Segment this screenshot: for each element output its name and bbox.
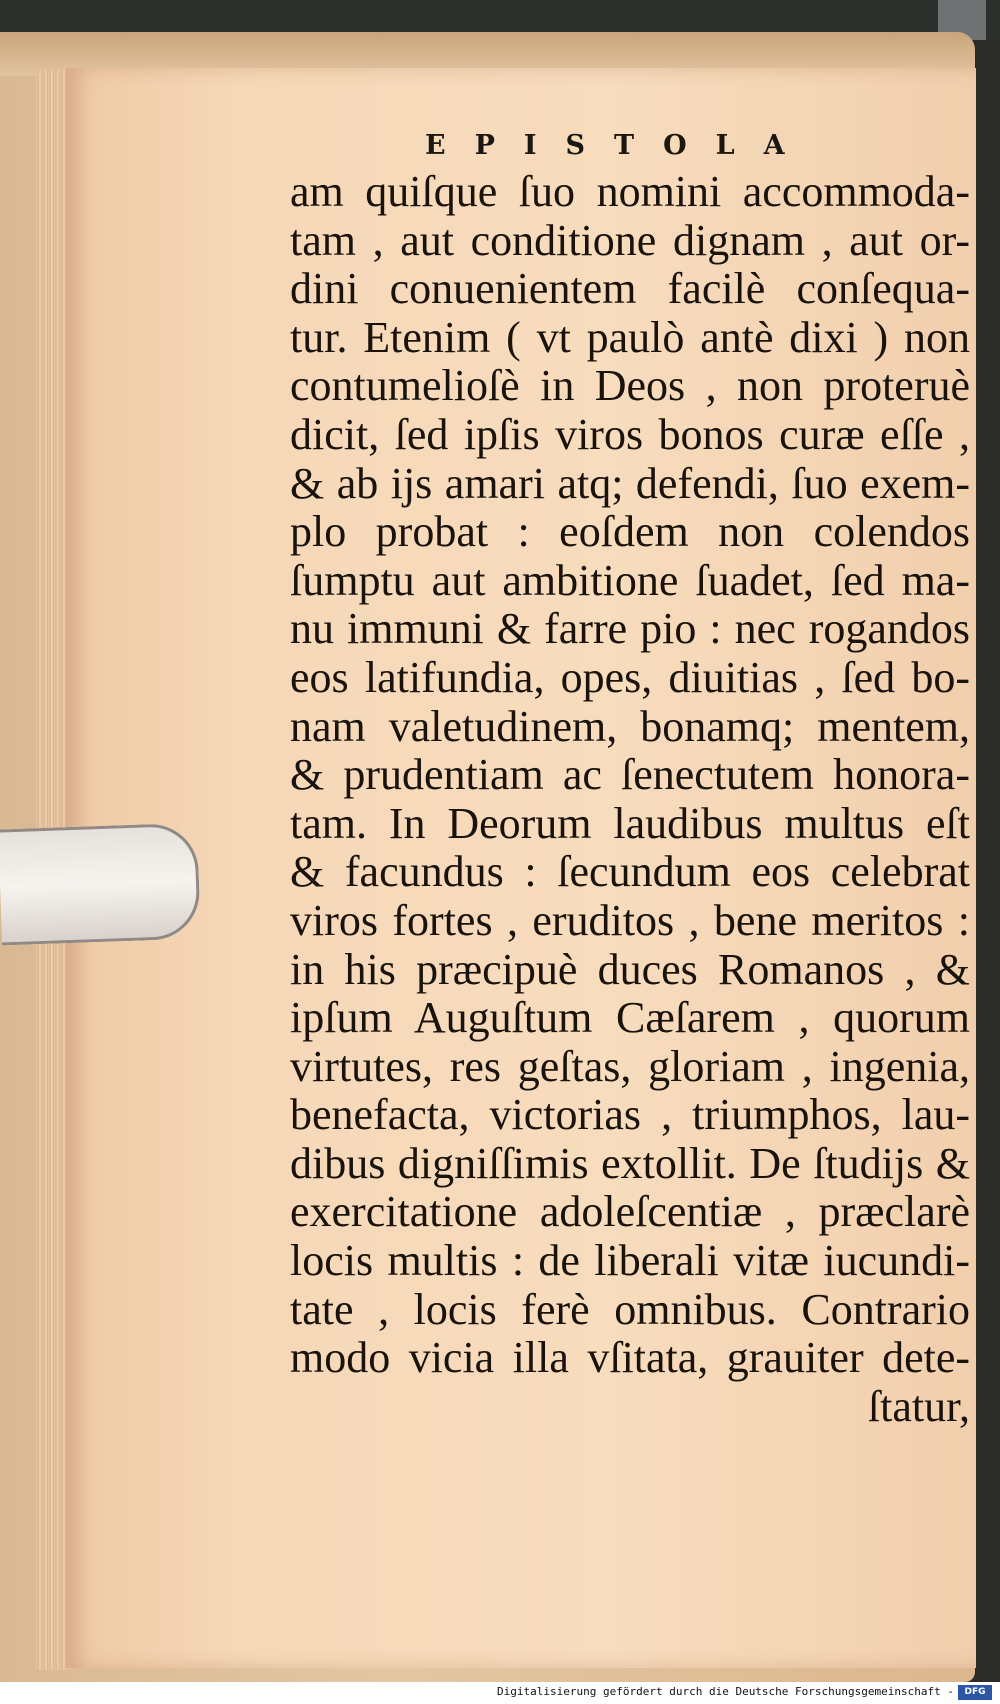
- footer-credit: Digitalisierung gefördert durch die Deutsche Forschungsgemeinschaft -: [497, 1685, 954, 1698]
- text-line: & prudentiam ac ſenectutem honora-: [290, 750, 970, 800]
- text-line: locis multis : de liberali vitæ iucundi-: [290, 1236, 970, 1286]
- running-head: EPISTOLA: [425, 130, 814, 161]
- footer-bar: [0, 1682, 1000, 1704]
- text-line: exercitatione adoleſcentiæ , præclarè: [290, 1187, 970, 1237]
- text-line: dini conuenientem facilè conſequa-: [290, 264, 970, 314]
- dfg-logo: DFG: [958, 1685, 992, 1700]
- text-line: modo vicia illa vſitata, grauiter dete-: [290, 1333, 970, 1383]
- text-line: virtutes, res geſtas, gloriam , ingenia,: [290, 1041, 970, 1091]
- text-line: & facundus : ſecundum eos celebrat: [290, 847, 970, 897]
- text-line: plo probat : eoſdem non colendos: [290, 507, 970, 557]
- text-line: in his præcipuè duces Romanos , &: [290, 944, 970, 994]
- text-line: viros fortes , eruditos , bene meritos :: [290, 895, 970, 945]
- text-line: nam valetudinem, bonamq; mentem,: [290, 701, 970, 751]
- body-text: [290, 168, 970, 1431]
- text-line: benefacta, victorias , triumphos, lau-: [290, 1090, 970, 1140]
- text-line: contumelioſè in Deos , non proteruè: [290, 361, 970, 411]
- text-line: am quiſque ſuo nomini accommoda-: [290, 167, 970, 216]
- text-line: tur. Etenim ( vt paulò antè dixi ) non: [290, 312, 970, 362]
- text-line: eos latifundia, opes, diuitias , ſed bo-: [290, 652, 970, 702]
- page-clip-bookmark: [0, 823, 201, 946]
- text-line: tate , locis ferè omnibus. Contrario: [290, 1284, 970, 1334]
- text-line: tam , aut conditione dignam , aut or-: [290, 215, 970, 265]
- text-line: & ab ijs amari atq; defendi, ſuo exem-: [290, 458, 970, 508]
- text-line: ipſum Auguſtum Cæſarem , quorum: [290, 993, 970, 1043]
- text-line: dicit, ſed ipſis viros bonos curæ eſſe ,: [290, 409, 970, 459]
- text-line: tam. In Deorum laudibus multus eſt: [290, 798, 970, 848]
- text-line: dibus digniſſimis extollit. De ſtudijs &: [290, 1138, 970, 1188]
- text-line: nu immuni & farre pio : nec rogandos: [290, 604, 970, 654]
- text-line: ſumptu aut ambitione ſuadet, ſed ma-: [290, 555, 970, 605]
- catchword: ſtatur,: [867, 1381, 970, 1431]
